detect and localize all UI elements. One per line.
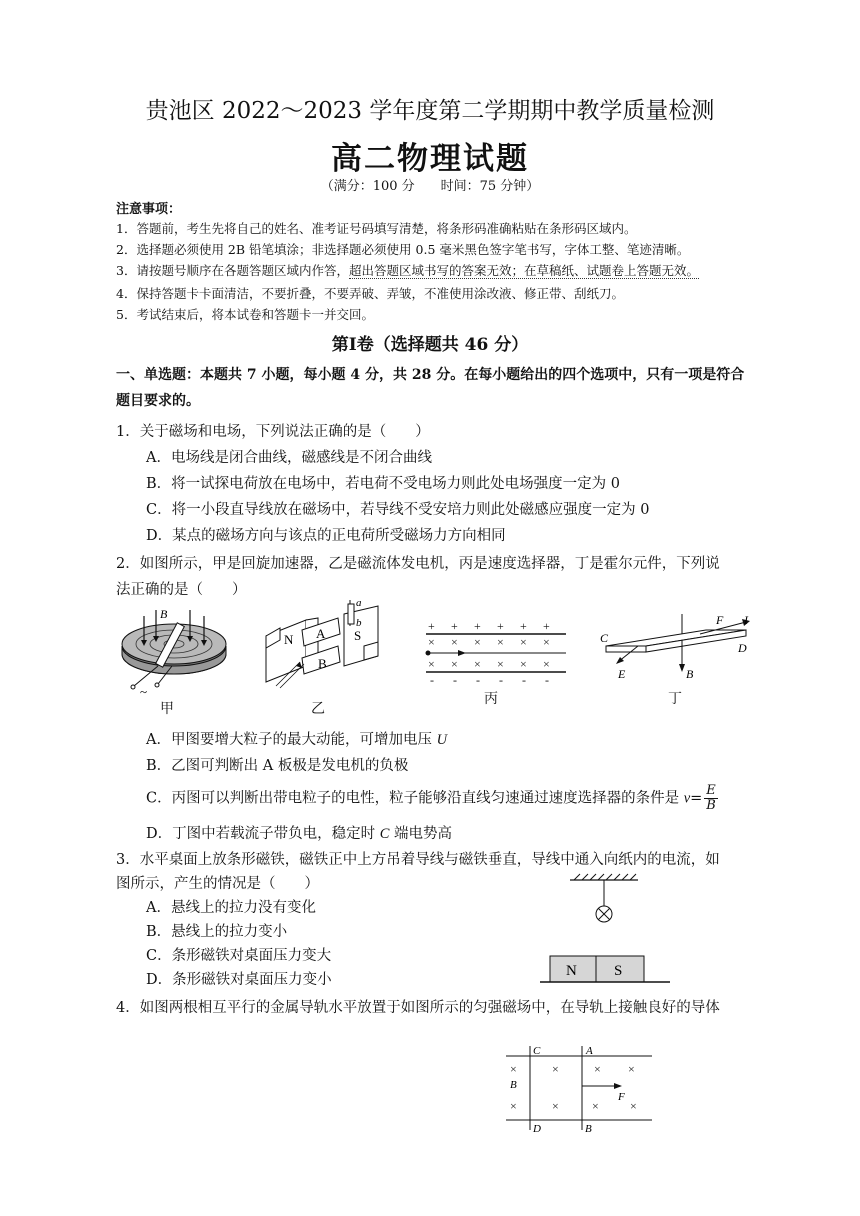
ac-source-symbol: ~ xyxy=(140,684,148,696)
rails-field-label: B xyxy=(510,1079,517,1091)
cyclotron-field-label: B xyxy=(160,607,168,621)
svg-text:×: × xyxy=(543,635,550,649)
note-4: 4．保持答题卡卡面清洁，不要折叠，不要弄破、弄皱，不准使用涂改液、修正带、刮纸刀。 xyxy=(116,286,624,301)
q3-option-c: C．条形磁铁对桌面压力变大 xyxy=(146,948,332,964)
q3-stem-line1: 3．水平桌面上放条形磁铁，磁铁正中上方吊着导线与磁铁垂直，导线中通入向纸内的电流，如 xyxy=(116,852,720,868)
svg-text:×: × xyxy=(630,1099,637,1113)
svg-text:×: × xyxy=(594,1062,601,1076)
svg-text:+: + xyxy=(428,620,435,633)
note-3 xyxy=(116,261,699,279)
q1-option-c: C．将一小段直导线放在磁场中，若导线不受安培力则此处磁感应强度一定为 0 xyxy=(146,502,650,518)
caption-yi: 乙 xyxy=(311,701,325,717)
section-instruction: 一、单选题：本题共 7 小题，每小题 4 分，共 28 分。在每小题给出的四个选项中，只有一项是符合题目要求的。 xyxy=(116,367,745,409)
q2-stem-line1: 2．如图所示，甲是回旋加速器，乙是磁流体发电机，丙是速度选择器，丁是霍尔元件，下列说 xyxy=(116,556,720,572)
svg-text:×: × xyxy=(520,635,527,649)
q2-option-d-text-end: 端电势高 xyxy=(389,826,453,842)
svg-text:×: × xyxy=(510,1099,517,1113)
q2-option-c-eq: = xyxy=(690,790,703,807)
svg-text:-: - xyxy=(430,673,434,686)
svg-text:×: × xyxy=(543,657,550,671)
note-5: 5．考试结束后，将本试卷和答题卡一并交回。 xyxy=(116,307,374,322)
figure-rails xyxy=(500,1042,660,1134)
svg-text:×: × xyxy=(474,657,481,671)
hall-efield-label: E xyxy=(618,667,626,681)
q3-stem-line2: 图所示，产生的情况是（ ） xyxy=(116,876,319,892)
q3-option-a: A．悬线上的拉力没有变化 xyxy=(146,900,316,916)
fraction-numerator: E xyxy=(706,783,716,798)
q2-option-b: B．乙图可判断出 A 板极是发电机的负极 xyxy=(146,758,409,774)
mhd-terminal-b: b xyxy=(356,617,362,629)
figure-wire-magnet xyxy=(540,872,720,988)
hall-edge-c: C xyxy=(600,631,609,645)
figure-hall-element xyxy=(596,606,758,688)
q2-option-d xyxy=(146,822,452,843)
mhd-n-pole: N xyxy=(284,632,294,647)
svg-text:×: × xyxy=(497,635,504,649)
hall-field-label: B xyxy=(686,667,694,681)
svg-text:+: + xyxy=(497,620,504,633)
q2-stem-line2: 法正确的是（ ） xyxy=(116,582,247,598)
mhd-s-pole: S xyxy=(354,628,362,643)
svg-text:×: × xyxy=(510,1062,517,1076)
q3-option-d: D．条形磁铁对桌面压力变小 xyxy=(146,972,332,988)
svg-text:-: - xyxy=(522,673,526,686)
exam-subject: 高二物理试题 xyxy=(331,141,529,177)
svg-text:+: + xyxy=(474,620,481,633)
svg-text:×: × xyxy=(552,1062,559,1076)
svg-text:×: × xyxy=(592,1099,599,1113)
svg-text:-: - xyxy=(453,673,457,686)
rails-label-a: A xyxy=(586,1045,593,1057)
hall-force-label: F xyxy=(716,613,724,627)
svg-text:×: × xyxy=(628,1062,635,1076)
magnet-n-pole: N xyxy=(566,963,577,979)
mhd-plate-a: A xyxy=(316,626,326,641)
svg-text:+: + xyxy=(451,620,458,633)
note-1: 1．答题前，考生先将自己的姓名、准考证号码填写清楚，将条形码准确粘贴在条形码区域内。 xyxy=(116,221,637,236)
note-3-emphasis: 超出答题区域书写的答案无效；在草稿纸、试题卷上答题无效。 xyxy=(348,263,699,278)
svg-text:×: × xyxy=(428,635,435,649)
q2-option-c-v: v xyxy=(683,790,691,807)
rails-label-d: D xyxy=(533,1123,541,1134)
exam-meta: （满分：100 分 时间：75 分钟） xyxy=(320,179,540,194)
hall-edge-d: D xyxy=(738,641,747,655)
hall-current-label: I xyxy=(744,613,748,627)
svg-text:-: - xyxy=(545,673,549,686)
mhd-terminal-a: a xyxy=(356,597,362,609)
q2-option-c-fraction xyxy=(704,784,718,813)
svg-text:+: + xyxy=(520,620,527,633)
svg-text:×: × xyxy=(520,657,527,671)
caption-bing: 丙 xyxy=(484,691,498,707)
q1-option-d: D．某点的磁场方向与该点的正电荷所受磁场力方向相同 xyxy=(146,528,506,544)
q2-option-d-text: D．丁图中若载流子带负电，稳定时 xyxy=(146,826,380,842)
mhd-plate-b: B xyxy=(318,656,327,671)
svg-text:×: × xyxy=(552,1099,559,1113)
q2-option-c-text: C．丙图可以判断出带电粒子的电性，粒子能够沿直线匀速通过速度选择器的条件是 xyxy=(146,790,684,807)
q2-option-c xyxy=(146,784,718,813)
figure-velocity-selector xyxy=(422,620,568,686)
q3-option-b: B．悬线上的拉力变小 xyxy=(146,924,288,940)
note-3-part1: 3．请按题号顺序在各题答题区域内作答， xyxy=(116,263,349,278)
exam-title: 贵池区 2022～2023 学年度第二学期期中教学质量检测 xyxy=(145,98,715,124)
note-2: 2．选择题必须使用 2B 铅笔填涂；非选择题必须使用 0.5 毫米黑色签字笔书写，字体工整、笔迹清晰。 xyxy=(116,242,690,257)
q1-option-a: A．电场线是闭合曲线，磁感线是不闭合曲线 xyxy=(146,450,432,466)
q2-option-a-text: A．甲图要增大粒子的最大动能，可增加电压 xyxy=(146,732,437,748)
rails-force-label: F xyxy=(618,1091,625,1103)
svg-text:-: - xyxy=(499,673,503,686)
section-title: 第Ⅰ卷（选择题共 46 分） xyxy=(331,335,529,355)
caption-jia: 甲 xyxy=(160,701,174,717)
rails-label-b: B xyxy=(585,1123,592,1134)
figure-cyclotron xyxy=(116,604,236,696)
svg-text:×: × xyxy=(451,657,458,671)
fraction-denominator: B xyxy=(706,798,716,813)
q4-stem: 4．如图两根相互平行的金属导轨水平放置于如图所示的匀强磁场中，在导轨上接触良好的导体 xyxy=(116,1000,720,1016)
q2-option-a-var: U xyxy=(436,732,448,748)
q2-option-d-var: C xyxy=(379,826,390,842)
caption-ding: 丁 xyxy=(668,691,682,707)
svg-text:×: × xyxy=(428,657,435,671)
svg-text:×: × xyxy=(497,657,504,671)
q2-option-a xyxy=(146,728,447,749)
notes-heading: 注意事项： xyxy=(116,202,182,217)
magnet-s-pole: S xyxy=(614,963,623,979)
svg-text:×: × xyxy=(474,635,481,649)
figure-mhd-generator xyxy=(256,596,391,692)
svg-text:×: × xyxy=(451,635,458,649)
q1-option-b: B．将一试探电荷放在电场中，若电荷不受电场力则此处电场强度一定为 0 xyxy=(146,476,620,492)
q1-stem: 1．关于磁场和电场，下列说法正确的是（ ） xyxy=(116,424,430,440)
svg-text:+: + xyxy=(543,620,550,633)
rails-label-c: C xyxy=(533,1045,541,1057)
svg-text:-: - xyxy=(476,673,480,686)
